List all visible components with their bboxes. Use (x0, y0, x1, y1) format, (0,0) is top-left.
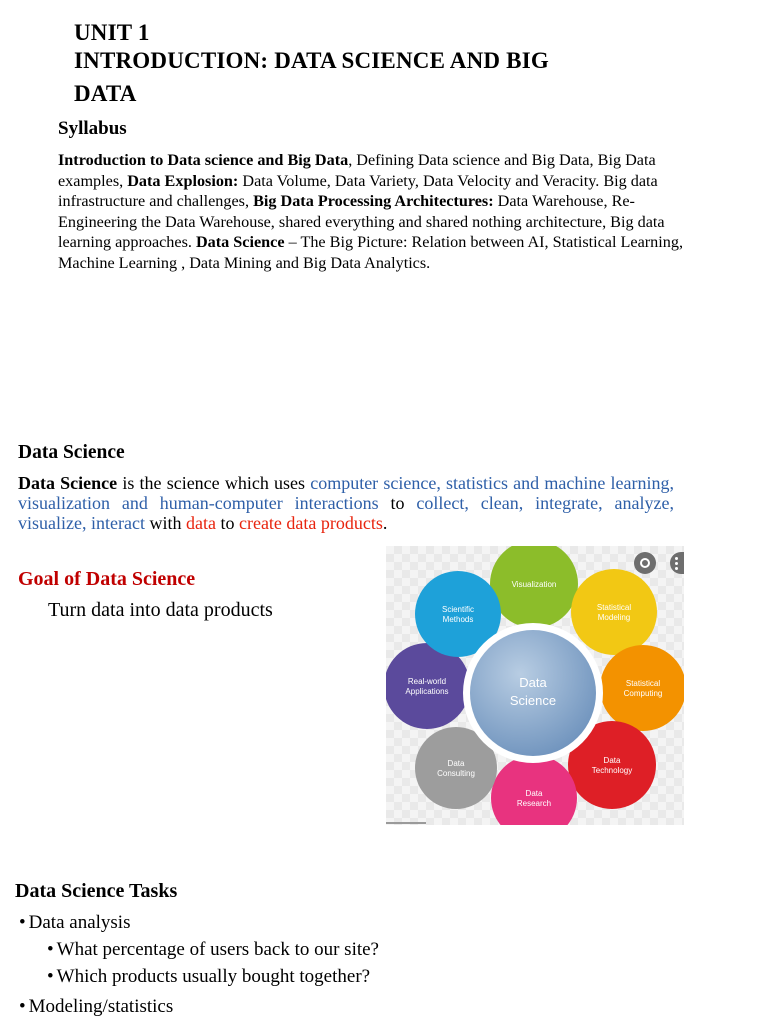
definition-products: create data products (238, 513, 383, 533)
definition-text: is the science which uses (117, 473, 311, 493)
data-science-diagram (386, 546, 684, 825)
task-item: • Modeling/statistics (19, 996, 174, 1017)
center-label: Data (519, 675, 547, 690)
diagram-petal-label: Statistical (596, 603, 632, 612)
diagram-petal-label: Scientific (441, 605, 475, 614)
task-subitem: • What percentage of users back to our site? (47, 939, 379, 960)
definition-data: data (185, 513, 216, 533)
task-item-label: Modeling/statistics (28, 996, 174, 1017)
data-science-heading: Data Science (18, 442, 125, 463)
diagram-petal-label: Modeling (597, 613, 631, 622)
definition-actions: collect, clean, integrate, analyze, visualize, interact (18, 493, 674, 533)
diagram-petal-label: Computing (623, 689, 663, 698)
diagram-petal-label: Data (447, 759, 465, 768)
definition-fields: computer science, statistics and machine learning, visualization and human-computer interactions (18, 473, 674, 513)
diagram-petal-label: Real-world (407, 677, 447, 686)
diagram-petal-label: Statistical (625, 679, 661, 688)
syllabus-text-1: , Defining Data science and Big Data, Big Data examples, (58, 151, 656, 190)
syllabus-body (58, 150, 708, 274)
diagram-svg (386, 546, 684, 825)
diagram-petal-label: Data (525, 789, 543, 798)
unit-label: UNIT 1 (74, 20, 150, 45)
definition-term: Data Science (18, 473, 118, 493)
diagram-petal-label: Data (603, 756, 621, 765)
syllabus-topic-3: Big Data Processing Architectures: (253, 192, 494, 211)
diagram-petal-label: Research (516, 799, 552, 808)
syllabus-topic-1: Introduction to Data science and Big Data (58, 151, 349, 169)
diagram-petal-label: Visualization (511, 580, 557, 589)
syllabus-topic-4: Data Science (195, 233, 285, 252)
lens-icon[interactable] (634, 552, 656, 574)
syllabus-topic-2: Data Explosion: (127, 171, 239, 190)
definition-text: . (382, 513, 388, 533)
syllabus-text-2: Data Volume, Data Variety, Data Velocity and Veracity. Big data infrastructure and challenges, (58, 171, 658, 211)
diagram-petal-label: Consulting (437, 769, 475, 778)
definition-text: with (144, 513, 186, 533)
diagram-petal-label: Applications (405, 687, 449, 696)
task-subitem-label: Which products usually bought together? (56, 966, 371, 987)
diagram-petal-label: Methods (442, 615, 474, 624)
center-label: Science (509, 693, 557, 708)
syllabus-text-4: – The Big Picture: Relation between AI, Statistical Learning, Machine Learning , Data Mining and Big Data Analytics. (58, 233, 683, 272)
task-subitem-label: What percentage of users back to our site? (56, 939, 379, 960)
syllabus-text-3: Data Warehouse, Re-Engineering the Data Warehouse, shared everything and shared nothing architecture, Big data learning approaches. (58, 192, 665, 252)
task-subitem: • Which products usually bought together? (47, 966, 371, 987)
tasks-heading: Data Science Tasks (15, 880, 178, 902)
data-science-definition (18, 473, 674, 533)
diagram-petal (600, 645, 684, 731)
task-item: • Data analysis (19, 912, 131, 933)
task-item-label: Data analysis (28, 912, 131, 933)
goal-heading: Goal of Data Science (18, 568, 196, 590)
figure-divider (386, 822, 426, 824)
page-title: INTRODUCTION: DATA SCIENCE AND BIG (74, 48, 549, 73)
definition-text: to (378, 493, 417, 513)
goal-text: Turn data into data products (48, 599, 273, 621)
syllabus-heading: Syllabus (58, 118, 127, 139)
page-title-cont: DATA (74, 81, 137, 106)
diagram-petal (571, 569, 657, 655)
definition-text: to (215, 513, 239, 533)
diagram-petal-label: Technology (591, 766, 633, 775)
